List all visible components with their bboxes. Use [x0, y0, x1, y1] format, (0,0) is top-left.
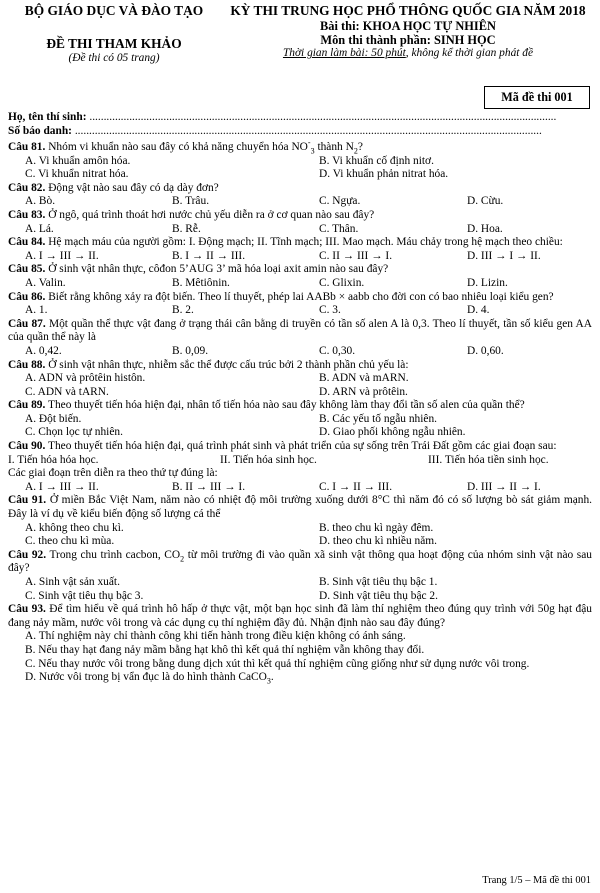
question-91: Câu 91. Ở miền Bắc Việt Nam, năm nào có nhiệt độ môi trường xuống dưới 8°C thì năm đó có số lượng bò sát giảm mạnh. Đây là ví dụ về kiểu biến động số lượng cá thể A. không theo chu kì. B. theo chu kì ngày đêm. C. theo chu kì mùa. D. theo chu kì nhiều năm. [8, 494, 592, 548]
stage-2: II. Tiến hóa sinh học. [220, 453, 317, 466]
ministry-name: BỘ GIÁO DỤC VÀ ĐÀO TẠO [24, 3, 204, 18]
page-footer: Trang 1/5 – Mã đề thi 001 [482, 875, 591, 886]
pages-note: (Đề thi có 05 trang) [68, 52, 160, 64]
option-a: A. ADN và prôtêin histôn. [25, 372, 146, 385]
candidate-name-line: Họ, tên thí sinh: .................................................................................................................................................................... [8, 111, 557, 123]
option-c: C. Ngựa. [319, 195, 361, 208]
option-a: A. Valin. [25, 276, 66, 289]
option-a: A. Sinh vật sản xuất. [25, 576, 120, 588]
question-87: Câu 87. Một quần thể thực vật đang ở trạng thái cân bằng di truyền có tần số alen A là 0,3. Theo lí thuyết, tần số kiểu gen AA của quần thể này là A. 0,42. B. 0,09. C. 0,30. D. 0,60. [8, 317, 593, 357]
option-b: B. Trâu. [172, 195, 210, 208]
question-list [8, 138, 593, 686]
option-c: C. 3. [319, 304, 341, 317]
option-a: A. Lá. [25, 222, 54, 235]
option-d: D. Vi khuẩn phản nitrat hóa. [319, 168, 449, 181]
component-label: Môn thi thành phần: SINH HỌC [320, 33, 496, 47]
option-b: B. I → II → III. [172, 249, 246, 262]
question-92: Câu 92. Trong chu trình cacbon, $CO_2$ từ môi trường đi vào quần xã sinh vật thông qua hoạt động của nhóm sinh vật nào sau đây? A. Sinh vật sản xuất. B. Sinh vật tiêu thụ bậc 1. C. Sinh vật tiêu thụ bậc 3. D. Sinh vật tiêu thụ bậc 2. [8, 548, 592, 602]
option-a: A. 0,42. [25, 344, 62, 357]
exam-title: KỲ THI TRUNG HỌC PHỔ THÔNG QUỐC GIA NĂM 2018 [230, 3, 586, 18]
option-b: B. Nếu thay hạt đang nảy mầm bằng hạt khô thì kết quả thí nghiệm vẫn không thay đổi. [25, 643, 425, 656]
option-c: C. II → III → I. [319, 249, 393, 262]
option-a: A. Thí nghiệm này chỉ thành công khi tiến hành trong điều kiện không có ánh sáng. [25, 630, 406, 643]
option-d: D. Cừu. [467, 195, 504, 208]
question-82: Câu 82. Động vật nào sau đây có dạ dày đơn? A. Bò. B. Trâu. C. Ngựa. D. Cừu. [8, 181, 504, 208]
option-b: B. ADN và mARN. [319, 372, 409, 385]
option-c: C. 0,30. [319, 344, 356, 357]
option-c: C. Chọn lọc tự nhiên. [25, 426, 123, 439]
question-81: Câu 81. Nhóm vi khuẩn nào sau đây có khả năng chuyển hóa $NO^-_3$ thành $N_2$? A. Vi khuẩn amôn hóa. B. Vi khuẩn cố định nitơ. C. Vi khuẩn nitrat hóa. D. Vi khuẩn phản nitrat hóa. [8, 138, 449, 181]
option-d: D. 0,60. [467, 344, 504, 357]
option-a: A. không theo chu kì. [25, 521, 124, 534]
candidate-identity [8, 110, 557, 139]
option-b: B. II → III → I. [172, 480, 246, 493]
option-a: A. I → III → II. [25, 249, 99, 262]
question-89: Câu 89. Theo thuyết tiến hóa hiện đại, nhân tố tiến hóa nào sau đây không làm thay đổi tần số alen của quần thể? A. Đột biến. B. Các yếu tố ngẫu nhiên. C. Chọn lọc tự nhiên. D. Giao phối không ngẫu nhiên. [8, 399, 525, 439]
question-83: Câu 83. Ở ngô, quá trình thoát hơi nước chủ yếu diễn ra ở cơ quan nào sau đây? A. Lá. B. Rễ. C. Thân. D. Hoa. [8, 208, 503, 235]
option-d: D. ARN và prôtêin. [319, 385, 408, 398]
candidate-number-line: Số báo danh: .................................................................................................................................................................... [8, 125, 542, 138]
subject-label: Bài thi: KHOA HỌC TỰ NHIÊN [320, 19, 496, 33]
header-right [218, 3, 598, 61]
option-c: C. Sinh vật tiêu thụ bậc 3. [25, 589, 144, 602]
option-a: A. 1. [25, 304, 48, 317]
option-c: C. I → II → III. [319, 480, 393, 493]
option-c: C. Glixin. [319, 276, 365, 289]
option-c: C. Vi khuẩn nitrat hóa. [25, 168, 129, 181]
question-90: Câu 90. Theo thuyết tiến hóa hiện đại, quá trình phát sinh và phát triển của sự sống trên Trái Đất gồm các giai đoạn sau: I. Tiến hóa hóa học. II. Tiến hóa sinh học. III. Tiến hóa tiền sinh học. Các giai đoạn trên diễn ra theo thứ tự đúng là: A. I → III → II. B. II → III → I. C. I → II → III. D. III → II → I. [8, 440, 592, 494]
option-c: C. Thân. [319, 222, 359, 235]
option-d: D. Lizin. [467, 276, 508, 289]
stage-1: I. Tiến hóa hóa học. [8, 453, 99, 466]
question-85: Câu 85. Ở sinh vật nhân thực, côđon 5’AUG 3’ mã hóa loại axit amin nào sau đây? A. Valin. B. Mêtiônin. C. Glixin. D. Lizin. [8, 263, 508, 289]
option-d: D. theo chu kì nhiều năm. [319, 535, 437, 548]
option-c: C. Nếu thay nước vôi trong bằng dung dịch xút thì kết quả thí nghiệm cũng giống như sử dụng nước vôi trong. [25, 657, 530, 670]
option-d: D. III → II → I. [467, 480, 541, 493]
option-c: C. ADN và tARN. [25, 385, 109, 398]
option-b: B. Vi khuẩn cố định nitơ. [319, 154, 434, 167]
doc-kind: ĐỀ THI THAM KHẢO [46, 36, 182, 51]
option-b: B. Rễ. [172, 222, 201, 235]
option-b: B. Các yếu tố ngẫu nhiên. [319, 412, 437, 425]
time-note: Thời gian làm bài: 50 phút, không kể thời gian phát đề [282, 47, 534, 59]
option-b: B. Mêtiônin. [172, 276, 230, 289]
exam-code-box: Mã đề thi 001 [484, 86, 590, 109]
question-86: Câu 86. Biết rằng không xảy ra đột biến. Theo lí thuyết, phép lai AABb × aabb cho đời con có bao nhiêu loại kiểu gen? A. 1. B. 2. C. 3. D. 4. [8, 290, 554, 317]
option-b: B. 2. [172, 304, 194, 317]
stage-3: III. Tiến hóa tiền sinh học. [428, 453, 549, 466]
option-d: D. Hoa. [467, 222, 503, 235]
option-b: B. theo chu kì ngày đêm. [319, 521, 434, 534]
option-a: A. Vi khuẩn amôn hóa. [25, 154, 131, 167]
option-d: D. 4. [467, 304, 490, 317]
question-93: Câu 93. Để tìm hiểu về quá trình hô hấp ở thực vật, một bạn học sinh đã làm thí nghiệm theo đúng quy trình với 50g hạt đậu đang nảy mầm, nước vôi trong và các dụng cụ thí nghiệm đầy đủ. Nhận định nào sau đây đúng? A. Thí nghiệm này chỉ thành công khi tiến hành trong điều kiện không có ánh sáng. B. Nếu thay hạt đang nảy mầm bằng hạt khô thì kết quả thí nghiệm vẫn không thay đổi. C. Nếu thay nước vôi trong bằng dung dịch xút thì kết quả thí nghiệm cũng giống như sử dụng nước vôi trong. D. Nước vôi trong bị vẩn đục là do hình thành CaCO$_3$. [8, 603, 592, 686]
option-d: D. Nước vôi trong bị vẩn đục là do hình thành CaCO$_3$. [25, 671, 274, 686]
option-d: D. Sinh vật tiêu thụ bậc 2. [319, 589, 438, 602]
option-d: D. Giao phối không ngẫu nhiên. [319, 426, 466, 439]
question-84: Câu 84. Hệ mạch máu của người gồm: I. Động mạch; II. Tĩnh mạch; III. Mao mạch. Máu chảy trong hệ mạch theo chiều: A. I → III → II. B. I → II → III. C. II → III → I. D. III → I → II. [8, 236, 563, 262]
question-88: Câu 88. Ở sinh vật nhân thực, nhiễm sắc thể được cấu trúc bởi 2 thành phần chủ yếu là: A. ADN và prôtêin histôn. B. ADN và mARN. C. ADN và tARN. D. ARN và prôtêin. [8, 358, 409, 398]
option-d: D. III → I → II. [467, 249, 541, 262]
option-a: A. I → III → II. [25, 480, 99, 493]
header-left [8, 3, 220, 66]
option-a: A. Đột biến. [25, 412, 82, 425]
option-c: C. theo chu kì mùa. [25, 535, 115, 548]
order-line: Các giai đoạn trên diễn ra theo thứ tự đúng là: [8, 467, 218, 480]
option-b: B. 0,09. [172, 344, 209, 357]
option-b: B. Sinh vật tiêu thụ bậc 1. [319, 576, 438, 588]
option-a: A. Bò. [25, 195, 56, 208]
